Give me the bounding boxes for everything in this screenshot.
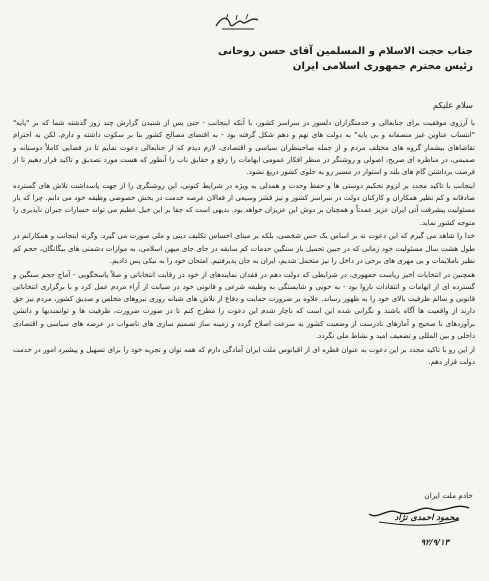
letter-body [13, 117, 475, 370]
paragraph-1: با آرزوی موفقیت برای جنابعالی و خدمتگزاران دلسوز در سراسر کشور، با آنکه اینجانب - حتی پس از شنیدن گزارش چند روز گذشته شما که بر "پایه" "انتساب عناوین غیر منصفانه و بی پایه" به دولت های نهم و دهم شکل گرفته بود - به اقتضای مصالح کشور بنا بر سکوت داشته و دارم، لکن به احترام تقاضاهای بیشمار گروه های مختلف مردم و از جمله صاحبنظران سیاسی و اقتصادی، لازم دیدم که از جنابعالی دعوت نمایم تا در فضایی کاملاً دوستانه و صمیمی، در مناظره ای صریح، اصولی و روشنگر در منظر افکار عمومی ابهامات را رفع و حقایق ناب را آنطور که هست مورد تصدیق و تاکید قرار دهیم تا از فرصت برداشتن گام های بلند و استوار در مسیر رو به جلوی کشور دریغ نشود. [13, 118, 475, 176]
signature-name: محمود احمدی نژاد [394, 512, 459, 522]
addressee-title: رئیس محترم جمهوری اسلامی ایران [292, 61, 473, 72]
closing-line: خادم ملت ایران [424, 491, 473, 500]
salutation: سلام علیکم [433, 100, 473, 110]
paragraph-5: از این رو با تاکید مجدد بر این دعوت به عنوان قطره ای از اقیانوس ملت ایران آمادگی دارم که همه توان و تجربه خود را برای تسهیل و پیشبرد امور در خدمت دولت قرار دهم. [13, 344, 475, 366]
paragraph-4: همچنین در انتخابات اخیر ریاست جمهوری، در شرایطی که دولت دهم در فقدان نمایندهای از خود در رقابت انتخاباتی و صلاً پاسخگویی - آماج حجم سنگین و گسترده ای از اتهامات و انتقادات ناروا بود - به خوبی و شایستگی به وظیفه شرعی و قانونی خود در صیانت از آراء مردم عمل کرد و با برگزاری انتخاباتی قانونی و سالم ظرفیت بالای خود را به ظهور رساند. علاوه بر ضرورت حمایت و دفاع از تلاش های شبانه روزی نیروهای مخلص و صدیق کشور، مردم نیز حق دارند از واقعیت ها آگاه باشند و نگرانی شده این است که ناچار شدم این دعوت را مطرح کنم تا در صورت ضرورت، ظرفیت ها و توانمندیها و دانشن برآوردهای نا صحیح و آمارهای نادرست از وضعیت کشور به سرعت اصلاح گردد و زمینه ساز تصمیم سازی های ناصواب در عرصه های سیاسی و اقتصادی داخلی و بین المللی و تضعیف امید و نشاط ملی نگردد. [13, 269, 475, 340]
addressee-name: جناب حجت الاسلام و المسلمین آقای حسن روحانی [217, 46, 473, 57]
bismillah-calligraphy-icon [212, 12, 264, 34]
paragraph-2: اینجانب با تاکید مجدد بر لزوم تحکیم دوستی ها و حفظ وحدت و همدلی به ویژه در شرایط کنونی، این روشنگری را از جهت پاسداشت تلاش های گسترده صادقانه و کم نظیر همکاران و کارکنان دولت در سراسر کشور و نیز قشر وسیعی از فعالان عرصه خدمت در بخش خصوصی وظیفه خود می دانم. چرا که بار مسئولیت پیشرفت آتی ایران عزیز عمدتاً و همچنان بر دوش این عزیزان خواهد بود. بدیهی است که جفا بر این خیل عظیم می تواند خسارات جبران ناپذیری را متوجه کشور نماید. [13, 180, 475, 227]
paragraph-3: خدا را شاهد می گیرم که این دعوت نه بر اساس یک حس شخصی، بلکه بر مبنای احساس تکلیف دینی و ملی صورت می گیرد. وگرنه اینجانب و همکارانم در طول هشت سال مسئولیت خود زمانی که در جبین تحمیل بار سنگین خدمات کم سابقه در جای جای میهن اسلامی، به موازات دشمنی های بیگانگان، حجم کم نظیر ناملایمات و بی مهری های برخی در داخل را نیز متحمل شدیم، ایران به جان پذیرفتیم. امتحان خود را به نیکی پس دادیم. [13, 231, 475, 265]
addressee-block [18, 44, 473, 74]
letter-date: ۹۲/۹/۱۳ [420, 537, 449, 547]
